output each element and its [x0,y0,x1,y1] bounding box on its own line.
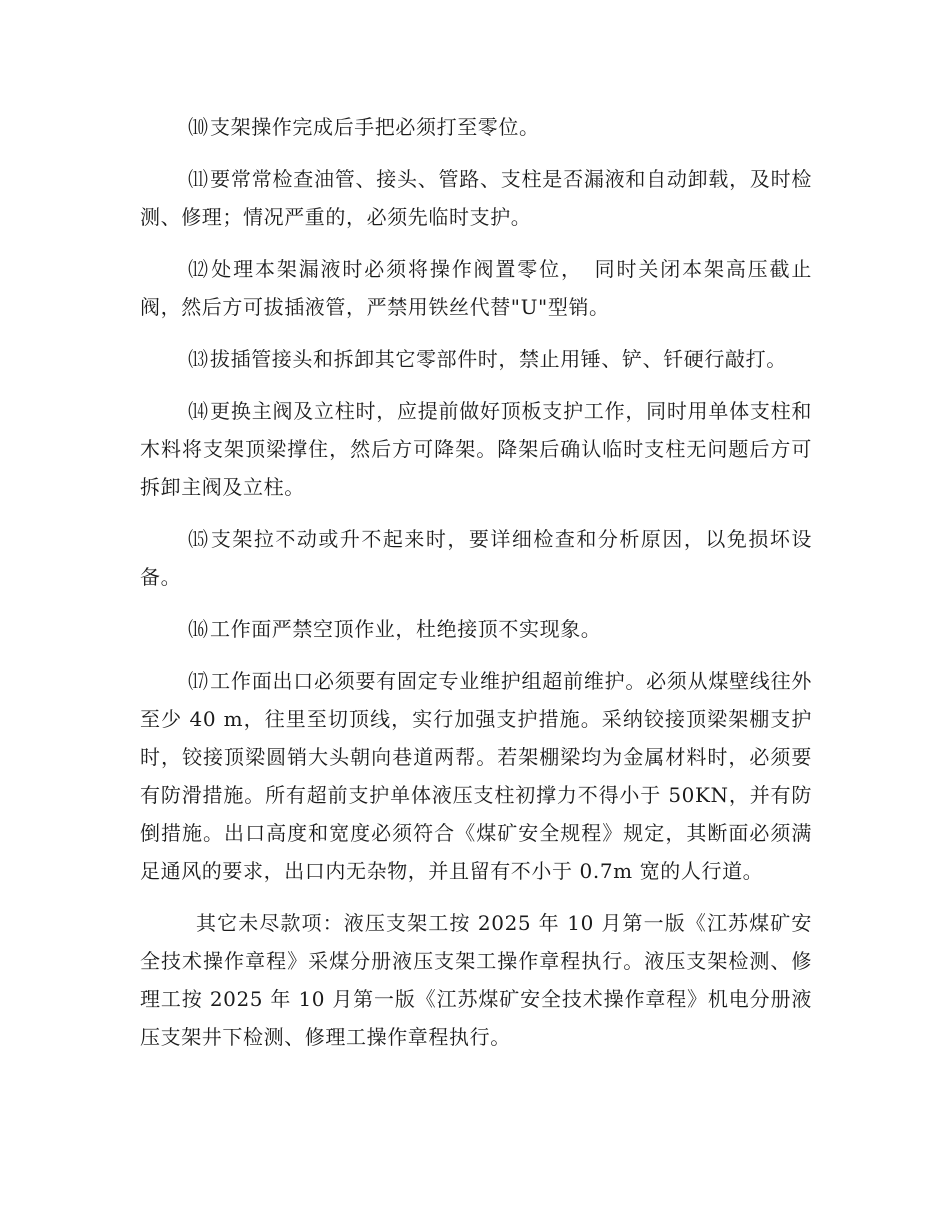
paragraph-11 [140,160,812,236]
item-number: ⒂ [188,527,209,551]
paragraph-10 [140,108,812,146]
paragraph-text: 处理本架漏液时必须将操作阀置零位， 同时关闭本架高压截止阀，然后方可拔插液管，严禁用铁丝代替"U"型销。 [140,257,812,319]
item-number: ⑽ [188,115,208,139]
document-body [140,108,812,1070]
paragraph-13 [140,340,812,378]
closing-note: 其它未尽款项：液压支架工按 2025 年 10 月第一版《江苏煤矿安全技术操作章程》采煤分册液压支架工操作章程执行。液压支架检测、修理工按 2025 年 10 月第一版《江苏煤矿安全技术操作章程》机电分册液压支架井下检测、修理工操作章程执行。 [140,911,812,1049]
item-number: ⒀ [188,347,208,371]
paragraph-17 [140,662,812,890]
paragraph-15 [140,520,812,596]
item-number: ⒁ [188,399,209,423]
paragraph-12 [140,250,812,326]
item-number: ⒄ [188,669,209,693]
paragraph-text: 拔插管接头和拆卸其它零部件时，禁止用锤、铲、钎硬行敲打。 [210,347,787,371]
paragraph-16 [140,610,812,648]
item-number: ⑾ [188,167,209,191]
item-number: ⑿ [188,257,210,281]
paragraph-text: 更换主阀及立柱时，应提前做好顶板支护工作，同时用单体支柱和木料将支架顶梁撑住，然后方可降架。降架后确认临时支柱无问题后方可拆卸主阀及立柱。 [140,399,813,499]
paragraph-text: 工作面严禁空顶作业，杜绝接顶不实现象。 [210,617,602,641]
paragraph-text: 支架拉不动或升不起来时，要详细检查和分析原因，以免损坏设备。 [140,527,812,589]
paragraph-text: 工作面出口必须要有固定专业维护组超前维护。必须从煤壁线往外至少 40 m，往里至切顶线，实行加强支护措施。采纳铰接顶梁架棚支护时，铰接顶梁圆销大头朝向巷道两帮。若架棚梁均为金属材料时，必须要有防滑措施。所有超前支护单体液压支柱初撑力不得小于 50KN，并有防倒措施。出口高度和宽度必须符合《煤矿安全规程》规定，其断面必须满足通风的要求，出口内无杂物，并且留有不小于 0.7m 宽的人行道。 [140,669,813,883]
paragraph-text: 支架操作完成后手把必须打至零位。 [210,115,540,139]
paragraph-14 [140,392,812,506]
item-number: ⒃ [188,617,208,641]
paragraph-text: 要常常检查油管、接头、管路、支柱是否漏液和自动卸载，及时检测、修理；情况严重的，必须先临时支护。 [140,167,813,229]
